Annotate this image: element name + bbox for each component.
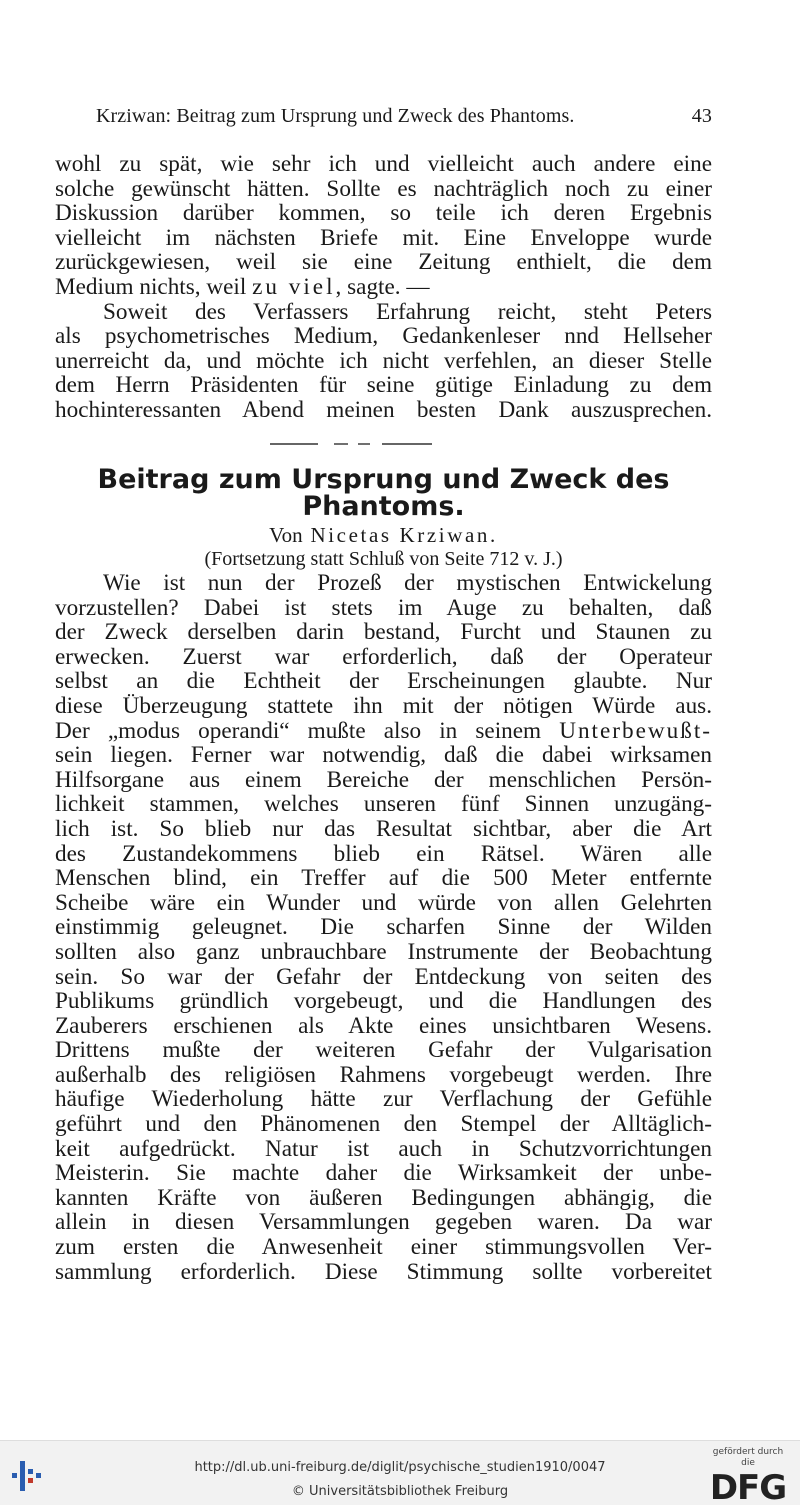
- text-line: außerhalb des religiösen Rahmens vorgebeugt werden. Ihre: [55, 1061, 712, 1088]
- author-name: Nicetas Krziwan.: [310, 523, 498, 547]
- viewer-footer: [0, 1440, 800, 1508]
- text-line: hochinteressanten Abend meinen besten Dank auszusprechen.: [55, 396, 712, 423]
- text-line-medium: Medium nichts, weil zu viel, sagte. —: [55, 273, 430, 300]
- article-byline: [55, 523, 712, 547]
- article-title-line: Phantoms.: [302, 491, 465, 522]
- text-line: wohl zu spät, wie sehr ich und vielleicht auch andere eine: [55, 151, 712, 177]
- section-separator: [270, 441, 432, 447]
- text-line: des Zustandekommens blieb ein Rätsel. Wären alle: [55, 840, 712, 867]
- text-line: Menschen blind, ein Treffer auf die 500 Meter entfernte: [55, 865, 712, 892]
- continuation-note: (Fortsetzung statt Schluß von Seite 712 v. J.): [204, 548, 563, 570]
- text-line: einstimmig geleugnet. Die scharfen Sinne der Wilden: [55, 914, 712, 941]
- spaced-emphasis: zu viel: [252, 273, 336, 300]
- page-number: 43: [691, 105, 712, 127]
- text-line: Wie ist nun der Prozeß der mystischen Entwickelung: [103, 570, 712, 596]
- text-line: als psychometrisches Medium, Gedankenleser nnd Hellseher: [55, 323, 712, 350]
- section-one-text: [55, 152, 712, 423]
- text-line-modus: Der „modus operandi“ mußte also in seinem Unterbewußt-: [55, 717, 712, 744]
- text-line: selbst an die Echtheit der Erscheinungen glaubte. Nur: [55, 668, 712, 695]
- text-line: sein. So war der Gefahr der Entdeckung von seiten des: [55, 963, 712, 990]
- text-line: Zauberers erschienen als Akte eines unsichtbaren Wesens.: [55, 1012, 712, 1039]
- text-line: unerreicht da, und möchte ich nicht verfehlen, an dieser Stelle: [55, 347, 712, 374]
- running-title: Krziwan: Beitrag zum Ursprung und Zweck des Phantoms.: [96, 105, 575, 127]
- text-line: lich ist. So blieb nur das Resultat sichtbar, aber die Art: [55, 815, 712, 842]
- text-line: lichkeit stammen, welches unseren fünf Sinnen unzugäng-: [55, 791, 712, 818]
- text-line: Publikums gründlich vorgebeugt, und die Handlungen des: [55, 988, 712, 1015]
- text-line: zum ersten die Anwesenheit einer stimmungsvollen Ver-: [55, 1234, 712, 1261]
- text-line: zurückgewiesen, weil sie eine Zeitung enthielt, die dem: [55, 249, 712, 276]
- text-line: keit aufgedrückt. Natur ist auch in Schutzvorrichtungen: [55, 1135, 712, 1162]
- section-two-text: [55, 571, 712, 1284]
- article-title-line: Beitrag zum Ursprung und Zweck des: [97, 464, 670, 495]
- article-title: [55, 466, 712, 520]
- text-line: Hilfsorgane aus einem Bereiche der menschlichen Persön-: [55, 766, 712, 793]
- copyright-notice: © Universitätsbibliothek Freiburg: [291, 1484, 509, 1499]
- text-line: vielleicht im nächsten Briefe mit. Eine Enveloppe wurde: [55, 224, 712, 251]
- text-line: Scheibe wäre ein Wunder und würde von allen Gelehrten: [55, 889, 712, 916]
- text-line: erwecken. Zuerst war erforderlich, daß der Operateur: [55, 643, 712, 670]
- text-line: Soweit des Verfassers Erfahrung reicht, steht Peters: [103, 298, 712, 325]
- text-line: sollten also ganz unbrauchbare Instrumente der Beobachtung: [55, 938, 712, 965]
- dfg-logo: [706, 1447, 790, 1508]
- text-line: sammlung erforderlich. Diese Stimmung sollte vorbereitet: [55, 1258, 712, 1285]
- text-line: vorzustellen? Dabei ist stets im Auge zu behalten, daß: [55, 594, 712, 621]
- text-line: Meisterin. Sie machte daher die Wirksamkeit der unbe-: [55, 1160, 712, 1187]
- text-line: solche gewünscht hätten. Sollte es nachträglich noch zu einer: [55, 175, 712, 202]
- text-line: häufige Wiederholung hätte zur Verflachung der Gefühle: [55, 1086, 712, 1113]
- text-line: sein liegen. Ferner war notwendig, daß die dabei wirksamen: [55, 742, 712, 769]
- text-line: Drittens mußte der weiteren Gefahr der Vulgarisation: [55, 1037, 712, 1064]
- running-header: [96, 103, 712, 129]
- dfg-funding-note: gefördert durch die: [712, 1447, 784, 1468]
- text-line: der Zweck derselben darin bestand, Furcht und Staunen zu: [55, 619, 712, 646]
- text-line: dem Herrn Präsidenten für seine gütige Einladung zu dem: [55, 372, 712, 399]
- text-line: diese Überzeugung stattete ihn mit der nötigen Würde aus.: [55, 692, 712, 719]
- text-line: allein in diesen Versammlungen gegeben waren. Da war: [55, 1209, 712, 1236]
- text-line: kannten Kräfte von äußeren Bedingungen abhängig, die: [55, 1184, 712, 1211]
- dfg-wordmark: DFG: [709, 1468, 787, 1508]
- text-line: geführt und den Phänomenen den Stempel der Alltäglich-: [55, 1111, 712, 1138]
- text-line: Diskussion darüber kommen, so teile ich deren Ergebnis: [55, 200, 712, 227]
- spaced-emphasis: Unterbewußt-: [559, 717, 712, 744]
- permalink-url[interactable]: http://dl.ub.uni-freiburg.de/diglit/psychische_studien1910/0047: [194, 1460, 606, 1475]
- byline-prefix: Von: [269, 523, 303, 547]
